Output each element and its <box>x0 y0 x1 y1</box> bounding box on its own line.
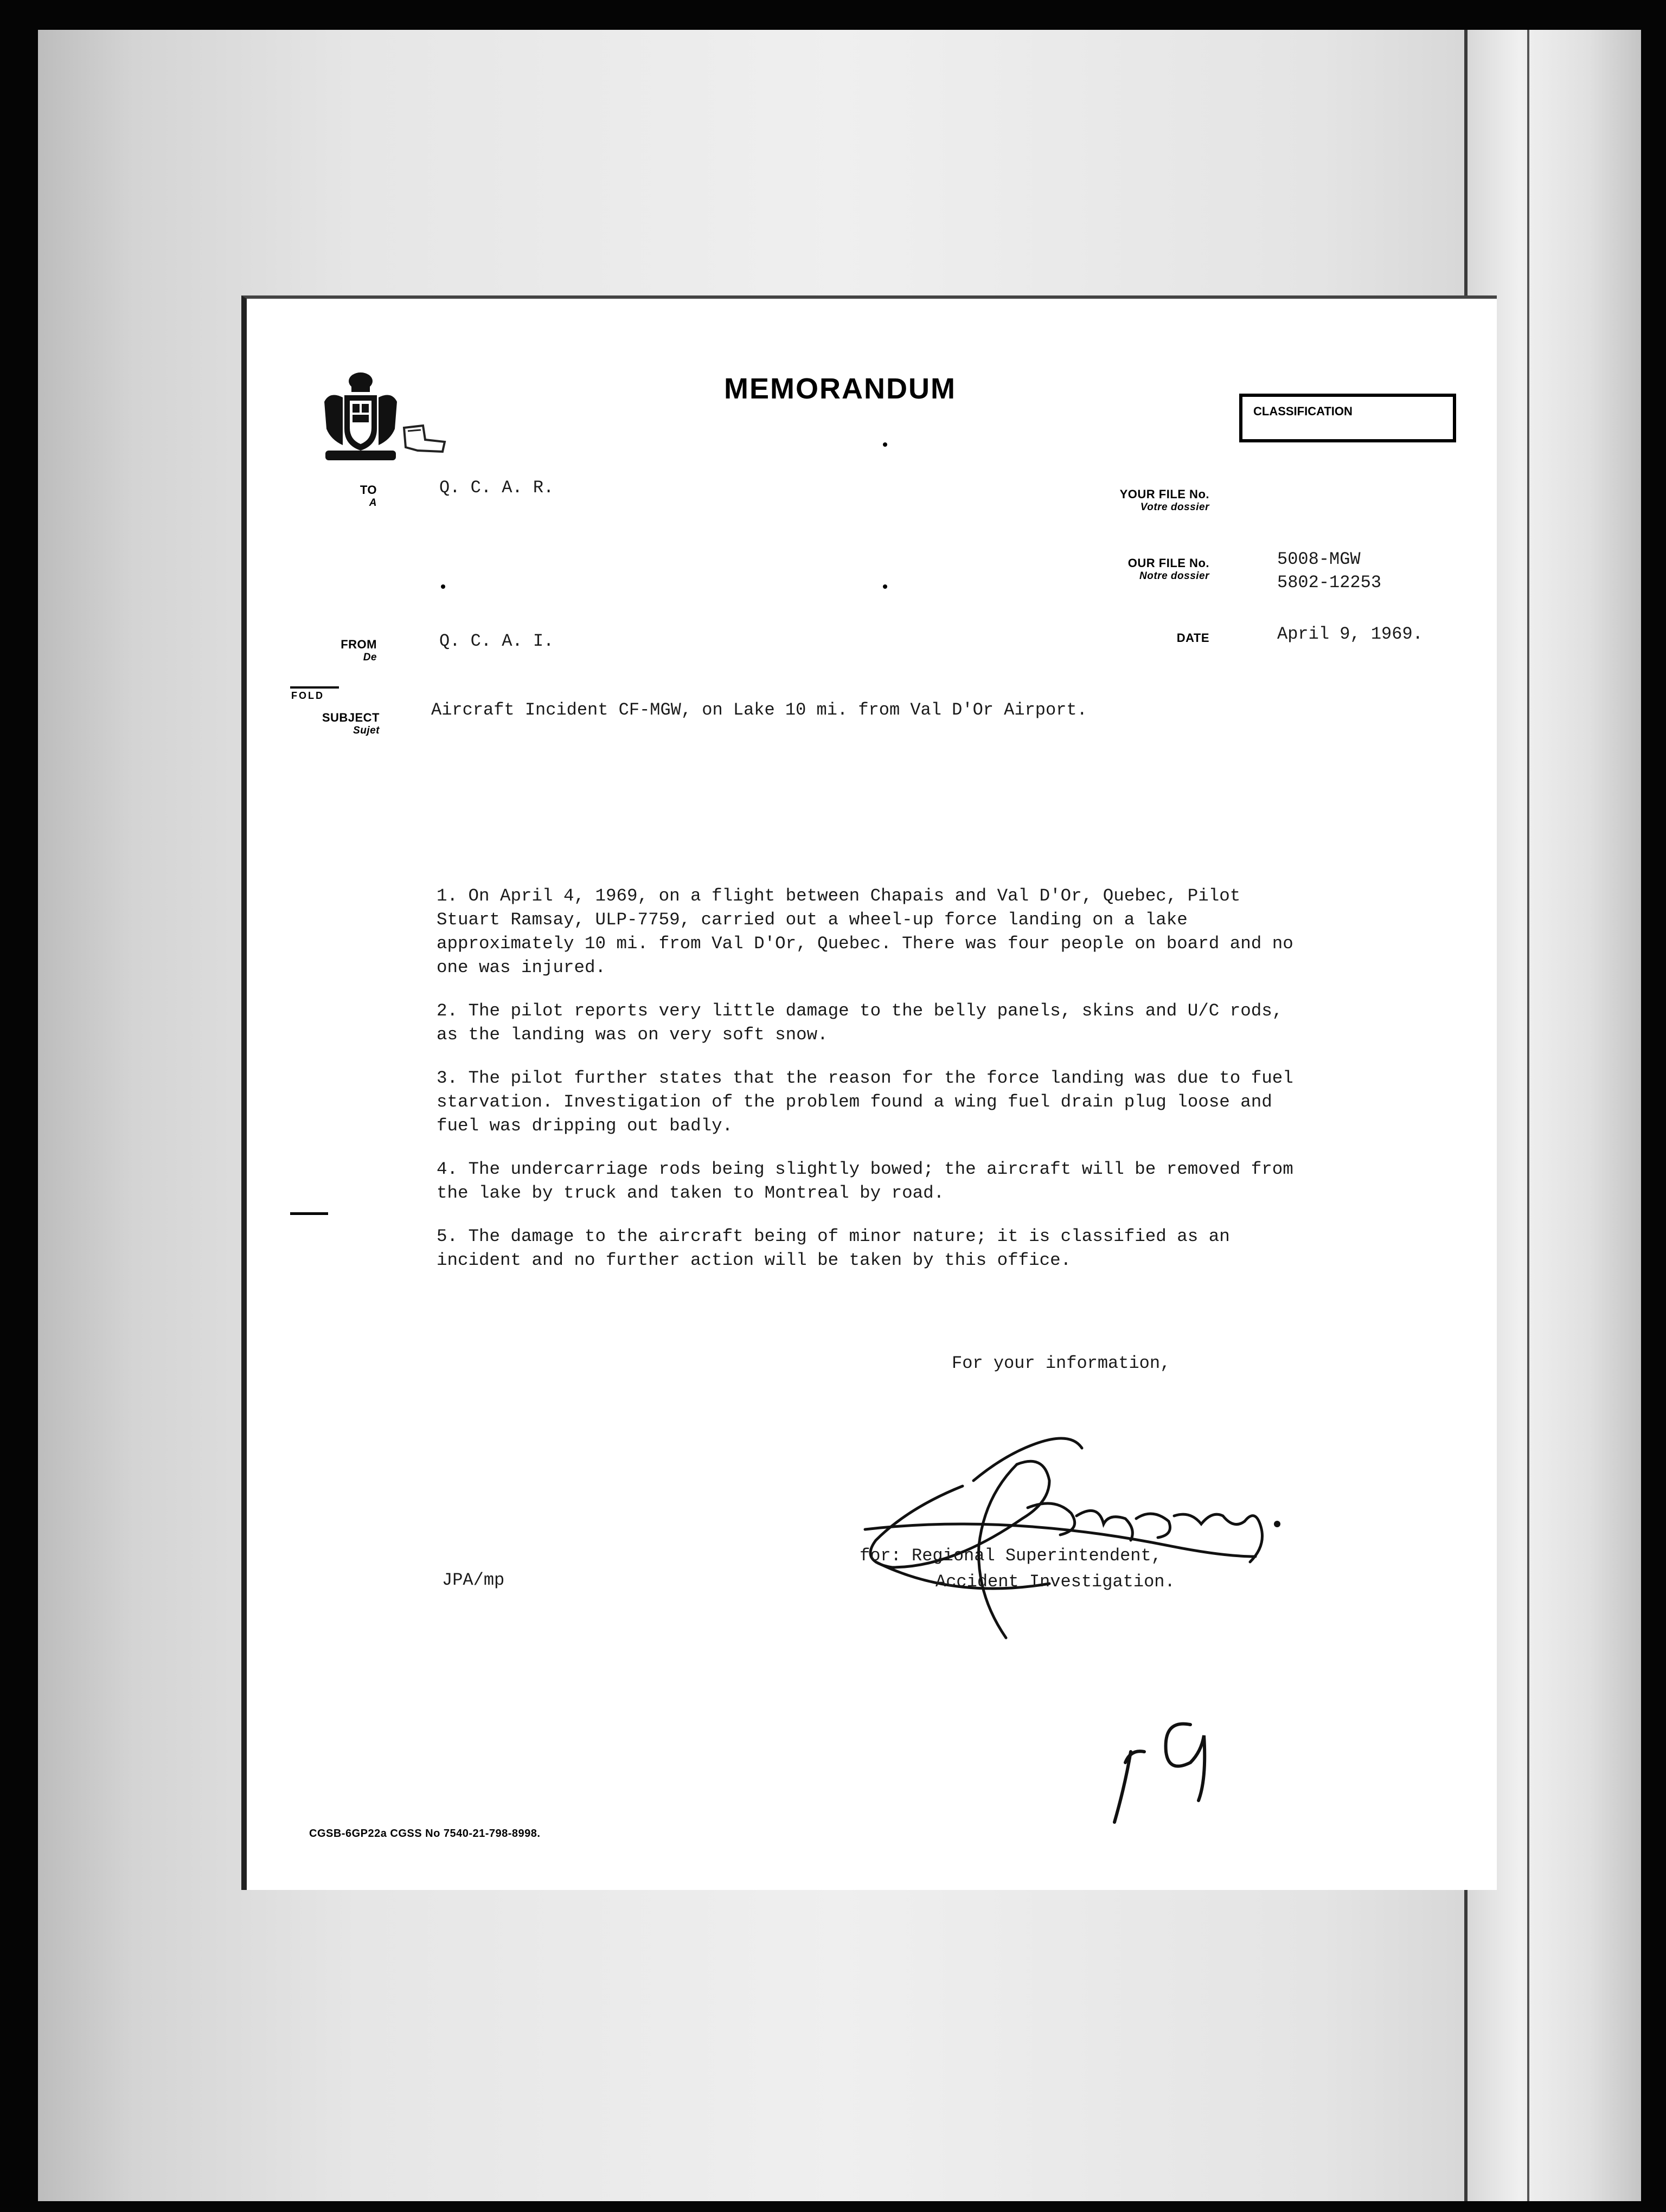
paragraph-2: 2. The pilot reports very little damage to the belly panels, skins and U/C rods, as the landing was on very soft snow. <box>437 1001 1283 1045</box>
our-file-label: OUR FILE No. Notre dossier <box>1127 556 1209 582</box>
to-value: Q. C. A. R. <box>439 478 554 498</box>
paragraph-1: 1. On April 4, 1969, on a flight between Chapais and Val D'Or, Quebec, Pilot Stuart Ramsay, ULP-7759, carried out a wheel-up force landing on a lake approximately 10 mi. from Val D'Or, Quebec. There was four people on board and no one was injured. <box>437 886 1293 978</box>
paragraph-5: 5. The damage to the aircraft being of minor nature; it is classified as an incident and no further action will be taken by this office. <box>437 1226 1230 1270</box>
classification-label: CLASSIFICATION <box>1253 404 1353 418</box>
handwritten-signature <box>843 1421 1331 1654</box>
from-value: Q. C. A. I. <box>439 631 554 651</box>
our-file-number-1: 5008-MGW <box>1277 549 1361 569</box>
punch-dot <box>441 584 445 589</box>
fold-label: FOLD <box>291 690 324 701</box>
memorandum-sheet <box>241 295 1497 1890</box>
handwritten-mark <box>1093 1697 1223 1833</box>
paragraph-4: 4. The undercarriage rods being slightly bowed; the aircraft will be removed from the lake by truck and taken to Montreal by road. <box>437 1159 1293 1203</box>
to-label: TO A <box>360 483 377 509</box>
your-file-label: YOUR FILE No. Votre dossier <box>1119 487 1209 513</box>
punch-dot <box>883 584 887 589</box>
stamp-mark-icon <box>401 423 447 453</box>
signature-line-1: for: Regional Superintendent, <box>860 1546 1162 1566</box>
fold-line <box>290 686 339 689</box>
punch-dot <box>883 442 887 447</box>
from-label: FROM De <box>341 638 377 663</box>
our-file-number-2: 5802-12253 <box>1277 573 1382 593</box>
signature-line-2: Accident Investigation. <box>935 1572 1175 1592</box>
typist-initials: JPA/mp <box>442 1570 505 1590</box>
closing-line: For your information, <box>952 1353 1171 1373</box>
date-value: April 9, 1969. <box>1277 624 1423 644</box>
classification-box <box>1239 394 1456 442</box>
margin-mark <box>290 1212 328 1215</box>
signature-block <box>860 1543 1175 1595</box>
memo-title: MEMORANDUM <box>724 372 956 405</box>
paragraph-3: 3. The pilot further states that the reason for the force landing was due to fuel starvation. Investigation of the problem found a wing fuel drain plug loose and fuel was dripping out badly. <box>437 1068 1293 1136</box>
subject-value: Aircraft Incident CF-MGW, on Lake 10 mi. from Val D'Or Airport. <box>431 700 1087 720</box>
subject-label: SUBJECT Sujet <box>322 711 380 736</box>
coat-of-arms-icon <box>320 369 401 464</box>
form-number: CGSB-6GP22a CGSS No 7540-21-798-8998. <box>309 1828 541 1840</box>
date-label: DATE <box>1176 631 1209 645</box>
memo-body <box>437 884 1304 1292</box>
